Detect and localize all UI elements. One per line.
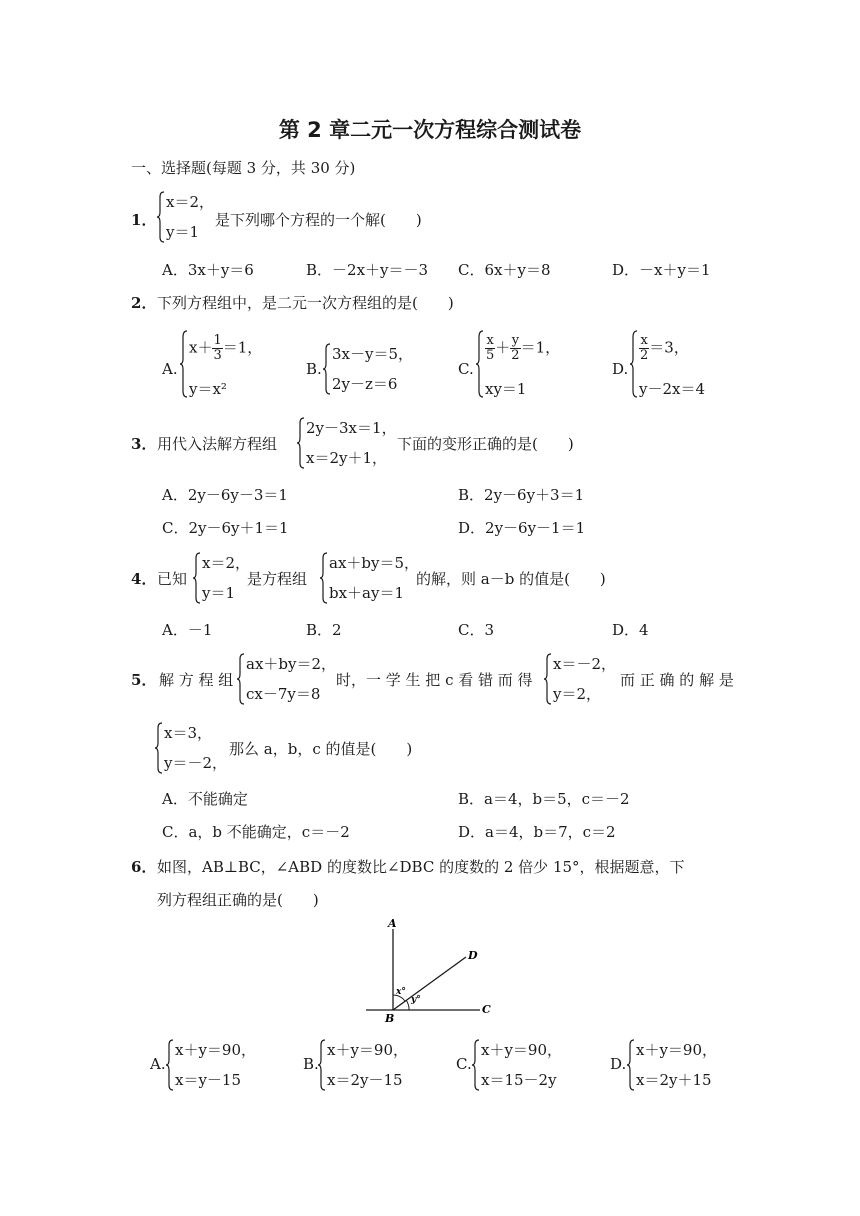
system-line-2: 2y－z＝6 [332,375,398,393]
left-brace-icon [297,417,305,469]
question-number: 2． [131,294,157,312]
option-d-label: D. [612,360,629,378]
equation-system [297,417,397,469]
left-brace-icon [544,653,552,705]
option-a: A．3x＋y＝6 [162,261,254,279]
option-b: B．a＝4，b＝5，c＝－2 [458,790,630,808]
question-text-mid: 时，一 学 生 把 c 看 错 而 得 [336,671,533,689]
option-c: C．a，b 不能确定，c＝－2 [162,823,350,841]
system-line-1: $\frac{x}{2}$ ＝3， [640,333,689,363]
left-brace-icon [193,552,201,604]
question-text-post-2: 那么 a，b，c 的值是( ) [229,740,413,758]
option-d-label: D. [610,1055,627,1073]
system-line-2: x＝2y＋15 [636,1071,712,1089]
question-text-pre: 用代入法解方程组 [157,435,278,453]
option-b: B．－2x＋y＝－3 [306,261,429,279]
question-text-post: 而 正 确 的 解 是 [620,671,734,689]
system-line-2: xy＝1 [485,380,527,398]
left-brace-icon [323,343,331,395]
question-text-mid: 是方程组 [247,570,308,588]
system-line-2: y＝2， [553,685,602,703]
question-text-line-1: 如图，AB⊥BC，∠ABD 的度数比∠DBC 的度数的 2 倍少 15°，根据题意，下 [157,858,685,876]
left-brace-icon [237,653,245,705]
system-line-1: x＋y＝90， [636,1041,718,1059]
left-brace-icon [472,1039,480,1091]
option-c-system [472,1039,582,1091]
system-line-1: 2y－3x＝1， [306,419,397,437]
option-c-system [476,330,576,398]
question-text-line-2: 列方程组正确的是( ) [157,891,319,909]
option-c: C．2y－6y＋1＝1 [162,519,289,537]
option-d-system [627,1039,737,1091]
option-a: A．2y－6y－3＝1 [162,486,288,504]
left-brace-icon [180,330,188,398]
option-d: D．a＝4，b＝7，c＝2 [458,823,616,841]
question-text-post: 的解，则 a－b 的值是( ) [416,570,606,588]
option-a-label: A. [162,360,178,378]
system-line-2: x＝2y＋1， [306,449,388,467]
left-brace-icon [627,1039,635,1091]
system-line-1: ax＋by＝2， [246,655,337,673]
option-d-system [630,330,730,398]
system-line-1: x＋ $\frac{1}{3}$ ＝1， [189,333,263,363]
left-brace-icon [318,1039,326,1091]
system-line-2: x＝y－15 [175,1071,242,1089]
question-number: 6． [131,858,157,876]
option-b-label: B. [303,1055,319,1073]
label-d: D [468,949,478,962]
system-line-1: x＋y＝90， [175,1041,257,1059]
system-line-1: x＝2， [202,554,251,572]
option-b-system [318,1039,428,1091]
left-brace-icon [157,191,165,243]
system-line-1: 3x－y＝5， [332,345,414,363]
system-line-1: $\frac{x}{5}$ ＋ $\frac{y}{2}$ ＝1， [486,333,561,363]
equation-system-1 [193,552,253,604]
option-d: D．4 [612,621,649,639]
system-line-2: y＝1 [166,223,200,241]
system-line-2: y＝x² [189,380,227,398]
label-x: x° [396,987,406,997]
label-a: A [388,917,397,930]
system-line-1: x＋y＝90， [327,1041,409,1059]
left-brace-icon [476,330,484,398]
angle-figure [360,915,500,1027]
option-c: C．3 [458,621,495,639]
left-brace-icon [320,552,328,604]
option-b-system [323,343,423,395]
question-text: 是下列哪个方程的一个解( ) [215,211,422,229]
option-c-label: C. [456,1055,472,1073]
option-b: B．2y－6y＋3＝1 [458,486,585,504]
angle-arc-y [406,1000,409,1010]
option-a-system [180,330,280,398]
question-number: 3． [131,435,157,453]
question-text-pre: 解 方 程 组 [159,671,234,689]
question-text-post: 下面的变形正确的是( ) [397,435,574,453]
left-brace-icon [166,1039,174,1091]
question-number: 1． [131,211,157,229]
question-number: 5． [131,671,157,689]
option-a-label: A. [150,1055,166,1073]
left-brace-icon [630,330,638,398]
option-d: D．－x＋y＝1 [612,261,711,279]
system-line-1: x＝2， [166,193,215,211]
system-line-2: cx－7y＝8 [246,685,321,703]
system-line-2: y－2x＝4 [639,380,706,398]
label-b: B [385,1012,395,1025]
option-d: D．2y－6y－1＝1 [458,519,586,537]
option-c: C．6x＋y＝8 [458,261,551,279]
page-title: 第 2 章二元一次方程综合测试卷 [278,118,582,142]
system-line-1: x＝3， [164,724,213,742]
system-line-2: bx＋ay＝1 [329,584,405,602]
question-number: 4． [131,570,157,588]
option-a: A．－1 [162,621,213,639]
system-line-1: x＋y＝90， [481,1041,563,1059]
option-a-system [166,1039,266,1091]
equation-system-3 [155,722,230,774]
equation-system-2 [544,653,617,705]
question-text-pre: 已知 [157,570,188,588]
equation-system-1 [237,653,337,705]
system-line-2: y＝－2， [164,754,228,772]
system-line-2: x＝15－2y [481,1071,557,1089]
label-y: y° [411,995,421,1005]
option-b: B．2 [306,621,342,639]
option-a: A．不能确定 [162,790,248,808]
system-line-1: x＝－2， [553,655,617,673]
left-brace-icon [155,722,163,774]
option-b-label: B. [306,360,322,378]
system-line-2: y＝1 [202,584,236,602]
question-text: 下列方程组中，是二元一次方程组的是( ) [157,294,454,312]
section-heading: 一、选择题(每题 3 分，共 30 分) [131,159,356,177]
ray-bd [393,957,466,1010]
system-line-2: x＝2y－15 [327,1071,403,1089]
equation-system-2 [320,552,420,604]
option-c-label: C. [458,360,474,378]
label-c: C [482,1003,491,1016]
system-line-1: ax＋by＝5， [329,554,420,572]
